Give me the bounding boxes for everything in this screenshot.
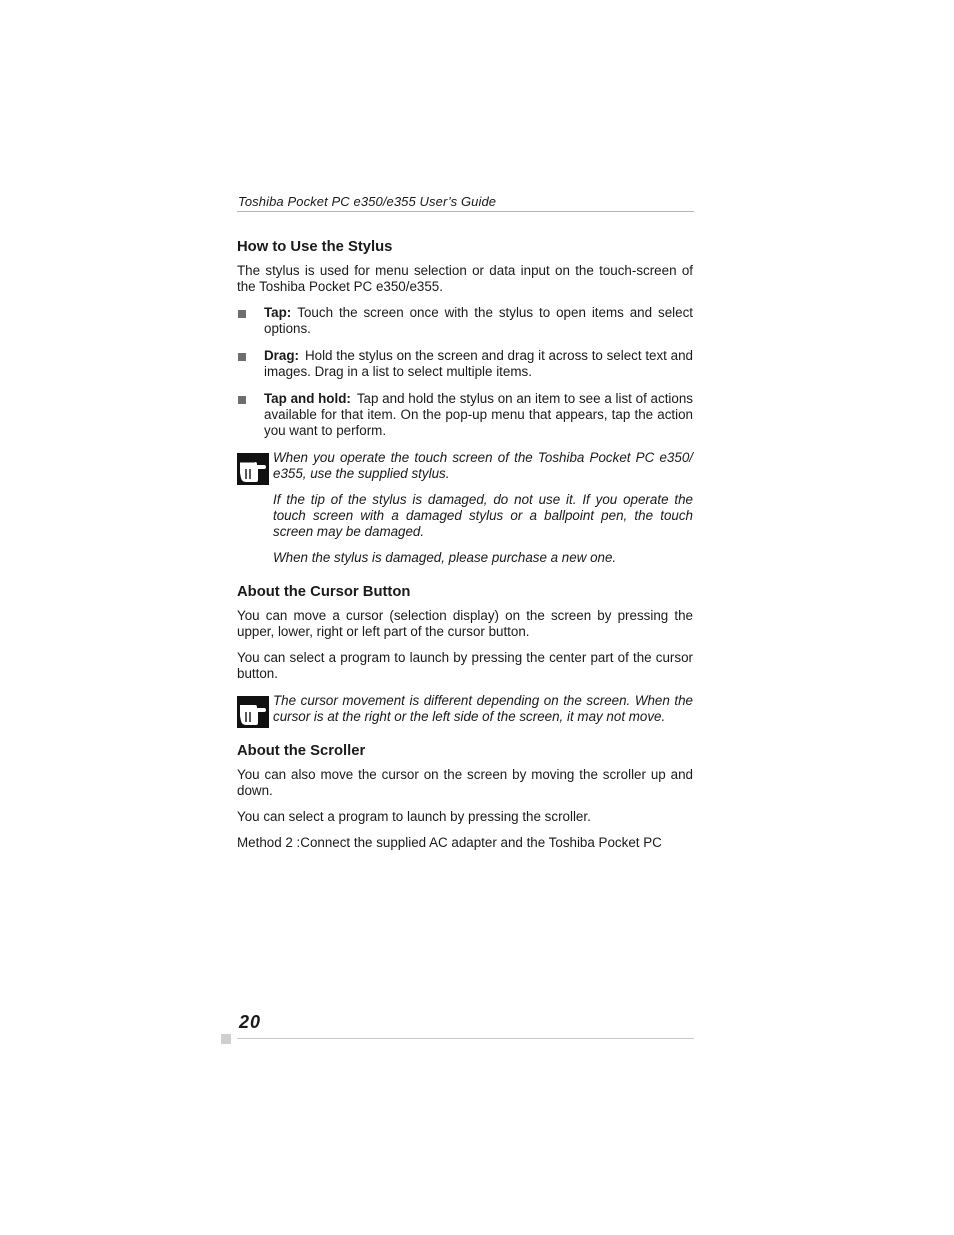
note-paragraph: The cursor movement is different depending on the screen. When the cursor is at the right or the left side of the screen, it may not move. <box>273 693 693 724</box>
cursor-paragraph: You can move a cursor (selection display) on the screen by pressing the upper, lower, right or left part of the cursor button. <box>237 608 693 639</box>
stylus-note <box>237 450 693 566</box>
bullet-icon <box>238 310 246 318</box>
note-paragraph: When you operate the touch screen of the Toshiba Pocket PC e350/ e355, use the supplied stylus. <box>273 450 693 481</box>
bullet-text: Tap and hold the stylus on an item to see a list of actions available for that item. On the pop-up menu that appears, tap the action you want to perform. <box>264 391 693 438</box>
footer-square <box>221 1034 231 1044</box>
scroller-paragraph: Method 2 :Connect the supplied AC adapter and the Toshiba Pocket PC <box>237 835 662 850</box>
scroller-paragraph: You can select a program to launch by pressing the scroller. <box>237 809 591 824</box>
bullet-text: Hold the stylus on the screen and drag it across to select text and images. Drag in a list to select multiple items. <box>264 348 693 379</box>
section-heading-scroller: About the Scroller <box>237 743 366 759</box>
running-header: Toshiba Pocket PC e350/e355 User’s Guide <box>238 194 497 209</box>
section-heading-cursor: About the Cursor Button <box>237 584 411 600</box>
stylus-intro: The stylus is used for menu selection or data input on the touch-screen of the Toshiba Pocket PC e350/e355. <box>237 263 693 294</box>
bullet-icon <box>238 396 246 404</box>
list-item <box>237 348 693 380</box>
list-item <box>237 305 693 337</box>
bullet-text: Touch the screen once with the stylus to open items and select options. <box>264 305 693 336</box>
pointing-hand-icon <box>237 453 269 485</box>
bullet-icon <box>238 353 246 361</box>
bullet-term: Drag: <box>264 348 299 363</box>
cursor-paragraph: You can select a program to launch by pressing the center part of the cursor button. <box>237 650 693 681</box>
list-item <box>237 391 693 439</box>
note-paragraph: When the stylus is damaged, please purchase a new one. <box>273 550 617 565</box>
footer-rule <box>237 1038 694 1039</box>
bullet-term: Tap: <box>264 305 292 320</box>
note-paragraph: If the tip of the stylus is damaged, do not use it. If you operate the touch screen with a damaged stylus or a ballpoint pen, the touch screen may be damaged. <box>273 492 693 539</box>
page-number: 20 <box>239 1012 262 1032</box>
section-heading-stylus: How to Use the Stylus <box>237 239 393 255</box>
bullet-term: Tap and hold: <box>264 391 351 406</box>
stylus-actions-list <box>237 305 693 439</box>
header-rule <box>237 211 694 212</box>
page-content <box>237 238 693 861</box>
cursor-note <box>237 693 693 725</box>
pointing-hand-icon <box>237 696 269 728</box>
scroller-paragraph: You can also move the cursor on the screen by moving the scroller up and down. <box>237 767 693 798</box>
